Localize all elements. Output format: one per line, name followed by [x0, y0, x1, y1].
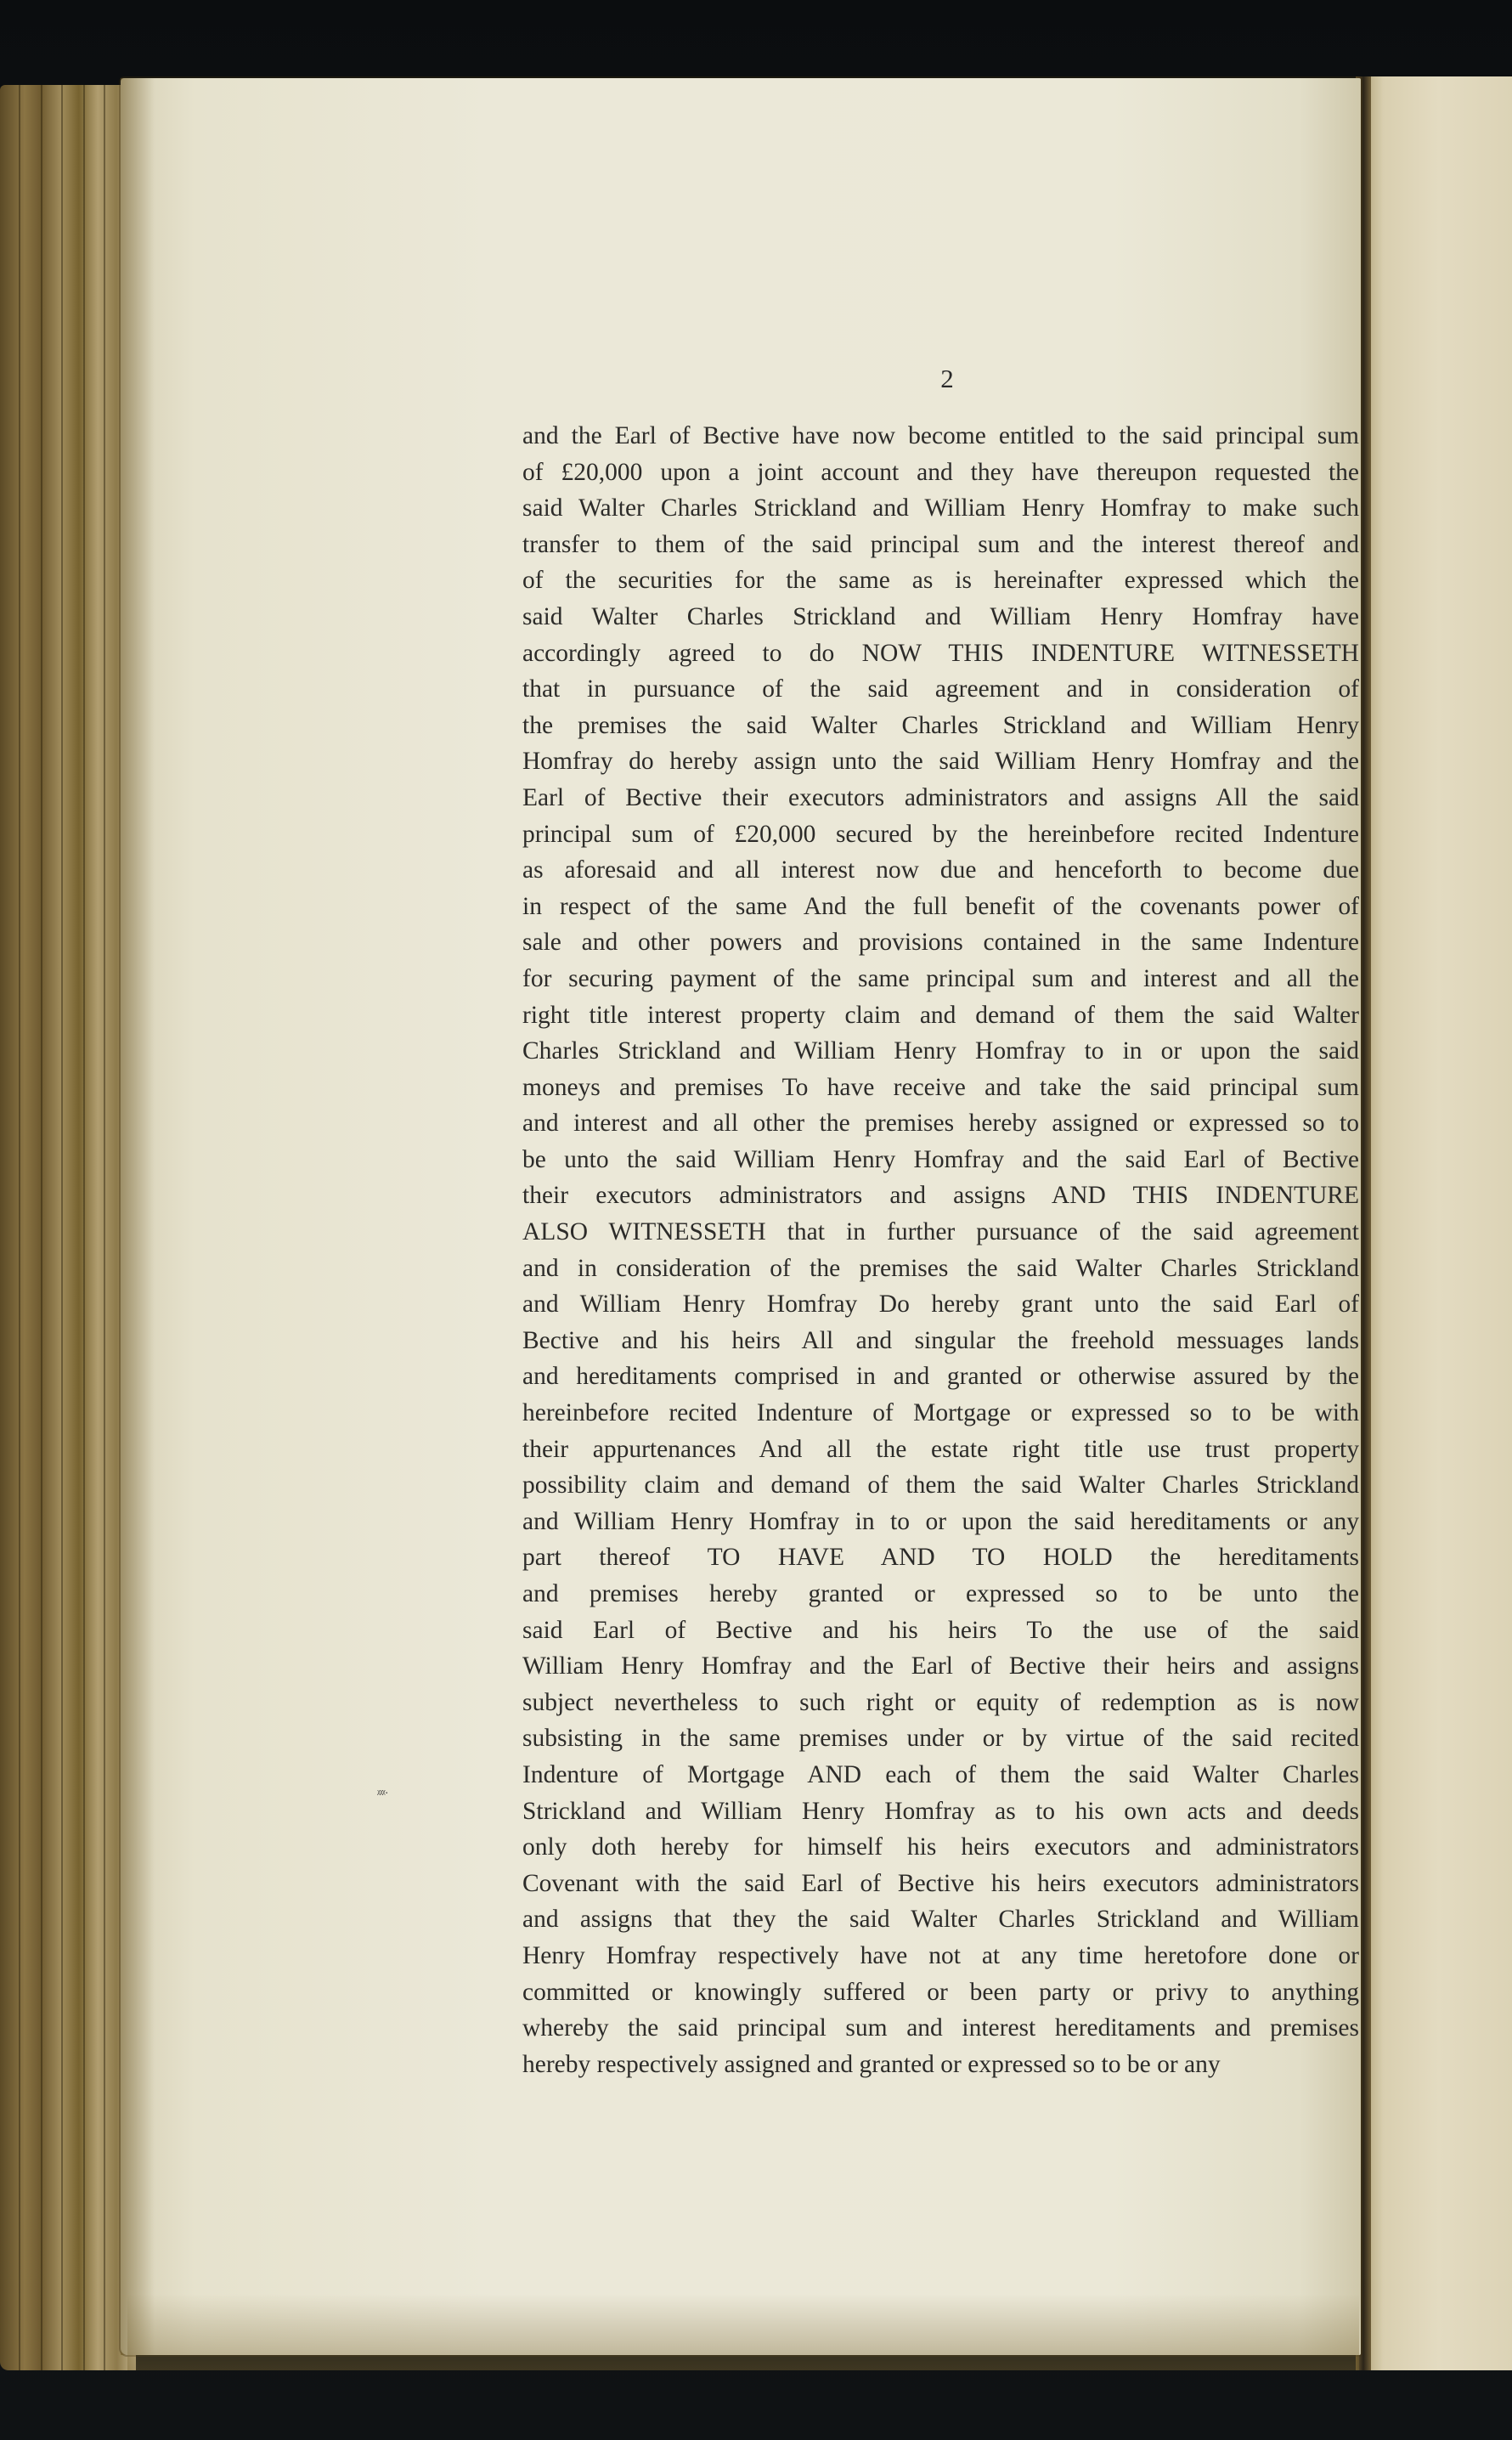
text-line: Homfray do hereby assign unto the said William Henry Homfray and the: [522, 748, 1359, 776]
text-line: William Henry Homfray and the Earl of Bective their heirs and assigns: [522, 1652, 1359, 1680]
text-line: and hereditaments comprised in and granted or otherwise assured by the: [522, 1363, 1359, 1391]
text-line: part thereof TO HAVE AND TO HOLD the hereditaments: [522, 1544, 1359, 1572]
text-line: the premises the said Walter Charles Strickland and William Henry: [522, 711, 1359, 739]
text-line: hereinbefore recited Indenture of Mortgage or expressed so to be with: [522, 1399, 1359, 1427]
page-number: 2: [940, 364, 954, 393]
text-line: right title interest property claim and demand of them the said Walter: [522, 1001, 1359, 1029]
page-edge-line: [104, 85, 105, 2370]
text-line: and the Earl of Bective have now become entitled to the said principal sum: [522, 422, 1359, 449]
page-bottom-shadow: [127, 2294, 1359, 2370]
text-line: of the securities for the same as is hereinafter expressed which the: [522, 567, 1359, 595]
text-line: only doth hereby for himself his heirs executors and administrators: [522, 1833, 1359, 1861]
text-line: Charles Strickland and William Henry Homfray to in or upon the said: [522, 1037, 1359, 1065]
page-fold-shadow: [121, 78, 155, 2355]
text-line: said Earl of Bective and his heirs To the use of the said: [522, 1616, 1359, 1644]
facing-page: [1366, 76, 1512, 2370]
text-line: be unto the said William Henry Homfray and the said Earl of Bective: [522, 1145, 1359, 1173]
text-line: their executors administrators and assigns AND THIS INDENTURE: [522, 1182, 1359, 1210]
page-edge-line: [41, 85, 42, 2370]
text-line: and interest and all other the premises hereby assigned or expressed so to: [522, 1110, 1359, 1138]
text-line: ALSO WITNESSETH that in further pursuance of the said agreement: [522, 1218, 1359, 1246]
page-edge-line: [61, 85, 63, 2370]
text-line: Bective and his heirs All and singular the freehold messuages lands: [522, 1326, 1359, 1354]
text-line: and assigns that they the said Walter Charles Strickland and William: [522, 1906, 1359, 1934]
text-line: that in pursuance of the said agreement and in consideration of: [522, 675, 1359, 703]
text-line: possibility claim and demand of them the said Walter Charles Strickland: [522, 1471, 1359, 1500]
text-line: Indenture of Mortgage AND each of them the said Walter Charles: [522, 1760, 1359, 1788]
text-line: said Walter Charles Strickland and William Henry Homfray have: [522, 602, 1359, 630]
margin-mark: ᵡᵡᵡ·: [377, 1788, 388, 1800]
text-line: Covenant with the said Earl of Bective his heirs executors administrators: [522, 1869, 1359, 1897]
text-line: and William Henry Homfray in to or upon the said hereditaments or any: [522, 1507, 1359, 1535]
text-line: moneys and premises To have receive and take the said principal sum: [522, 1073, 1359, 1101]
text-line: and premises hereby granted or expressed so to be unto the: [522, 1580, 1359, 1607]
text-line: transfer to them of the said principal sum and the interest thereof and: [522, 530, 1359, 558]
page-edge-line: [19, 85, 20, 2370]
body-text: [522, 418, 1359, 2082]
text-line: and William Henry Homfray Do hereby grant unto the said Earl of: [522, 1291, 1359, 1319]
text-line: said Walter Charles Strickland and William Henry Homfray to make such: [522, 494, 1359, 522]
text-line: Strickland and William Henry Homfray as to his own acts and deeds: [522, 1797, 1359, 1825]
text-line: Henry Homfray respectively have not at any time heretofore done or: [522, 1941, 1359, 1969]
text-line: subject nevertheless to such right or equity of redemption as is now: [522, 1688, 1359, 1716]
text-line: accordingly agreed to do NOW THIS INDENTURE WITNESSETH: [522, 639, 1359, 667]
text-line: their appurtenances And all the estate right title use trust property: [522, 1435, 1359, 1463]
text-line: principal sum of £20,000 secured by the hereinbefore recited Indenture: [522, 820, 1359, 848]
page-edge-line: [83, 85, 85, 2370]
text-line: and in consideration of the premises the said Walter Charles Strickland: [522, 1254, 1359, 1282]
text-line: of £20,000 upon a joint account and they have thereupon requested the: [522, 458, 1359, 486]
text-line: as aforesaid and all interest now due and henceforth to become due: [522, 856, 1359, 884]
text-line: hereby respectively assigned and granted or expressed so to be or any: [522, 2050, 1221, 2078]
text-line: sale and other powers and provisions contained in the same Indenture: [522, 929, 1359, 957]
text-line: for securing payment of the same principal sum and interest and all the: [522, 964, 1359, 992]
text-line: in respect of the same And the full benefit of the covenants power of: [522, 892, 1359, 920]
text-line: subsisting in the same premises under or by virtue of the said recited: [522, 1725, 1359, 1753]
text-line: committed or knowingly suffered or been party or privy to anything: [522, 1978, 1359, 2006]
page-stack-edge: [0, 85, 136, 2370]
text-line: whereby the said principal sum and interest hereditaments and premises: [522, 2014, 1359, 2042]
text-line: Earl of Bective their executors administrators and assigns All the said: [522, 783, 1359, 811]
